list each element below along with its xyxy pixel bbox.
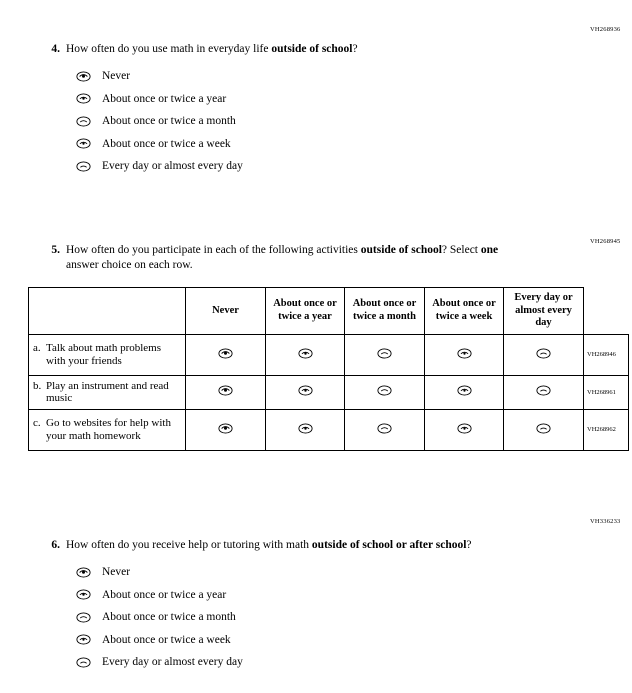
radio-bubble-icon[interactable] [536,423,551,434]
question-6-heading [40,538,560,553]
matrix-cell-c-month[interactable] [345,409,425,450]
question-5-text: How often do you participate in each of the following activities outside of school? Select one answer choice on each row. [66,244,499,271]
matrix-header-blank [29,288,186,335]
matrix-cell-c-week[interactable] [425,409,504,450]
row-label-text: Go to websites for help with your math homework [46,417,171,442]
matrix-cell-c-never[interactable] [186,409,266,450]
question-4-heading [40,42,560,57]
option-label: About once or twice a year [102,92,227,105]
row-letter: c. [33,417,41,429]
radio-bubble-icon[interactable] [218,348,233,359]
matrix-header-year: About once or twice a year [266,288,345,335]
option-label: About once or twice a week [102,633,231,646]
matrix-header-month: About once or twice a month [345,288,425,335]
radio-bubble-icon[interactable] [536,385,551,396]
radio-bubble-icon[interactable] [377,348,392,359]
radio-bubble-icon[interactable] [377,423,392,434]
radio-bubble-icon[interactable] [298,423,313,434]
question-5-block [40,243,560,273]
radio-bubble-icon[interactable] [76,567,91,578]
matrix-header-code-col [584,288,629,335]
question-4-text: How often do you use math in everyday life outside of school? [66,43,358,55]
matrix-cell-a-never[interactable] [186,334,266,375]
option-row[interactable] [76,561,560,584]
matrix-header-never: Never [186,288,266,335]
option-label: About once or twice a month [102,115,236,128]
matrix-cell-a-week[interactable] [425,334,504,375]
radio-bubble-icon[interactable] [218,423,233,434]
radio-bubble-icon[interactable] [377,385,392,396]
option-label: Never [102,70,131,83]
activities-matrix-table [28,287,629,451]
radio-bubble-icon[interactable] [218,385,233,396]
option-row[interactable] [76,65,560,88]
matrix-row-label-b [29,375,186,409]
option-label: About once or twice a year [102,588,227,601]
item-code-row-a: VH268946 [584,334,629,375]
question-6-block [40,538,560,674]
question-4-block [40,42,560,178]
row-letter: a. [33,342,41,354]
question-6-options [76,561,560,674]
row-label-text: Talk about math problems with your friends [46,342,162,367]
item-code-row-c: VH268962 [584,409,629,450]
question-6-text: How often do you receive help or tutoring with math outside of school or after school? [66,539,472,551]
matrix-cell-c-everyday[interactable] [504,409,584,450]
question-6-number: 6. [51,539,60,551]
item-code-row-b: VH268961 [584,375,629,409]
option-label: Every day or almost every day [102,160,243,173]
question-4-options [76,65,560,178]
radio-bubble-icon[interactable] [457,423,472,434]
radio-bubble-icon[interactable] [298,348,313,359]
radio-bubble-icon[interactable] [536,348,551,359]
matrix-row-label-a [29,334,186,375]
matrix-cell-b-everyday[interactable] [504,375,584,409]
row-label-text: Play an instrument and read music [46,379,169,404]
radio-bubble-icon[interactable] [76,138,91,149]
question-4-number: 4. [51,43,60,55]
table-row [29,375,629,409]
matrix-cell-b-year[interactable] [266,375,345,409]
radio-bubble-icon[interactable] [76,116,91,127]
question-5-heading [40,243,560,273]
matrix-header-week: About once or twice a week [425,288,504,335]
option-label: About once or twice a month [102,611,236,624]
matrix-cell-b-month[interactable] [345,375,425,409]
radio-bubble-icon[interactable] [76,93,91,104]
radio-bubble-icon[interactable] [457,385,472,396]
question-5-number: 5. [51,244,60,256]
table-row [29,409,629,450]
radio-bubble-icon[interactable] [76,71,91,82]
option-row[interactable] [76,88,560,111]
row-letter: b. [33,379,42,392]
option-row[interactable] [76,629,560,652]
matrix-cell-a-month[interactable] [345,334,425,375]
radio-bubble-icon[interactable] [457,348,472,359]
option-row[interactable] [76,584,560,607]
option-label: Every day or almost every day [102,656,243,669]
matrix-cell-b-week[interactable] [425,375,504,409]
option-row[interactable] [76,155,560,178]
table-row [29,334,629,375]
option-row[interactable] [76,110,560,133]
option-label: About once or twice a week [102,137,231,150]
option-row[interactable] [76,606,560,629]
radio-bubble-icon[interactable] [76,657,91,668]
radio-bubble-icon[interactable] [76,589,91,600]
radio-bubble-icon[interactable] [76,161,91,172]
option-row[interactable] [76,651,560,674]
matrix-row-label-c [29,409,186,450]
radio-bubble-icon[interactable] [76,634,91,645]
radio-bubble-icon[interactable] [298,385,313,396]
matrix-cell-a-year[interactable] [266,334,345,375]
matrix-cell-c-year[interactable] [266,409,345,450]
matrix-header-everyday: Every day or almost every day [504,288,584,335]
radio-bubble-icon[interactable] [76,612,91,623]
item-code-q4: VH268936 [590,26,621,33]
option-label: Never [102,566,131,579]
matrix-cell-a-everyday[interactable] [504,334,584,375]
matrix-header-row [29,288,629,335]
matrix-cell-b-never[interactable] [186,375,266,409]
item-code-q5: VH268945 [590,238,621,245]
option-row[interactable] [76,133,560,156]
item-code-q6: VH336233 [590,518,621,525]
